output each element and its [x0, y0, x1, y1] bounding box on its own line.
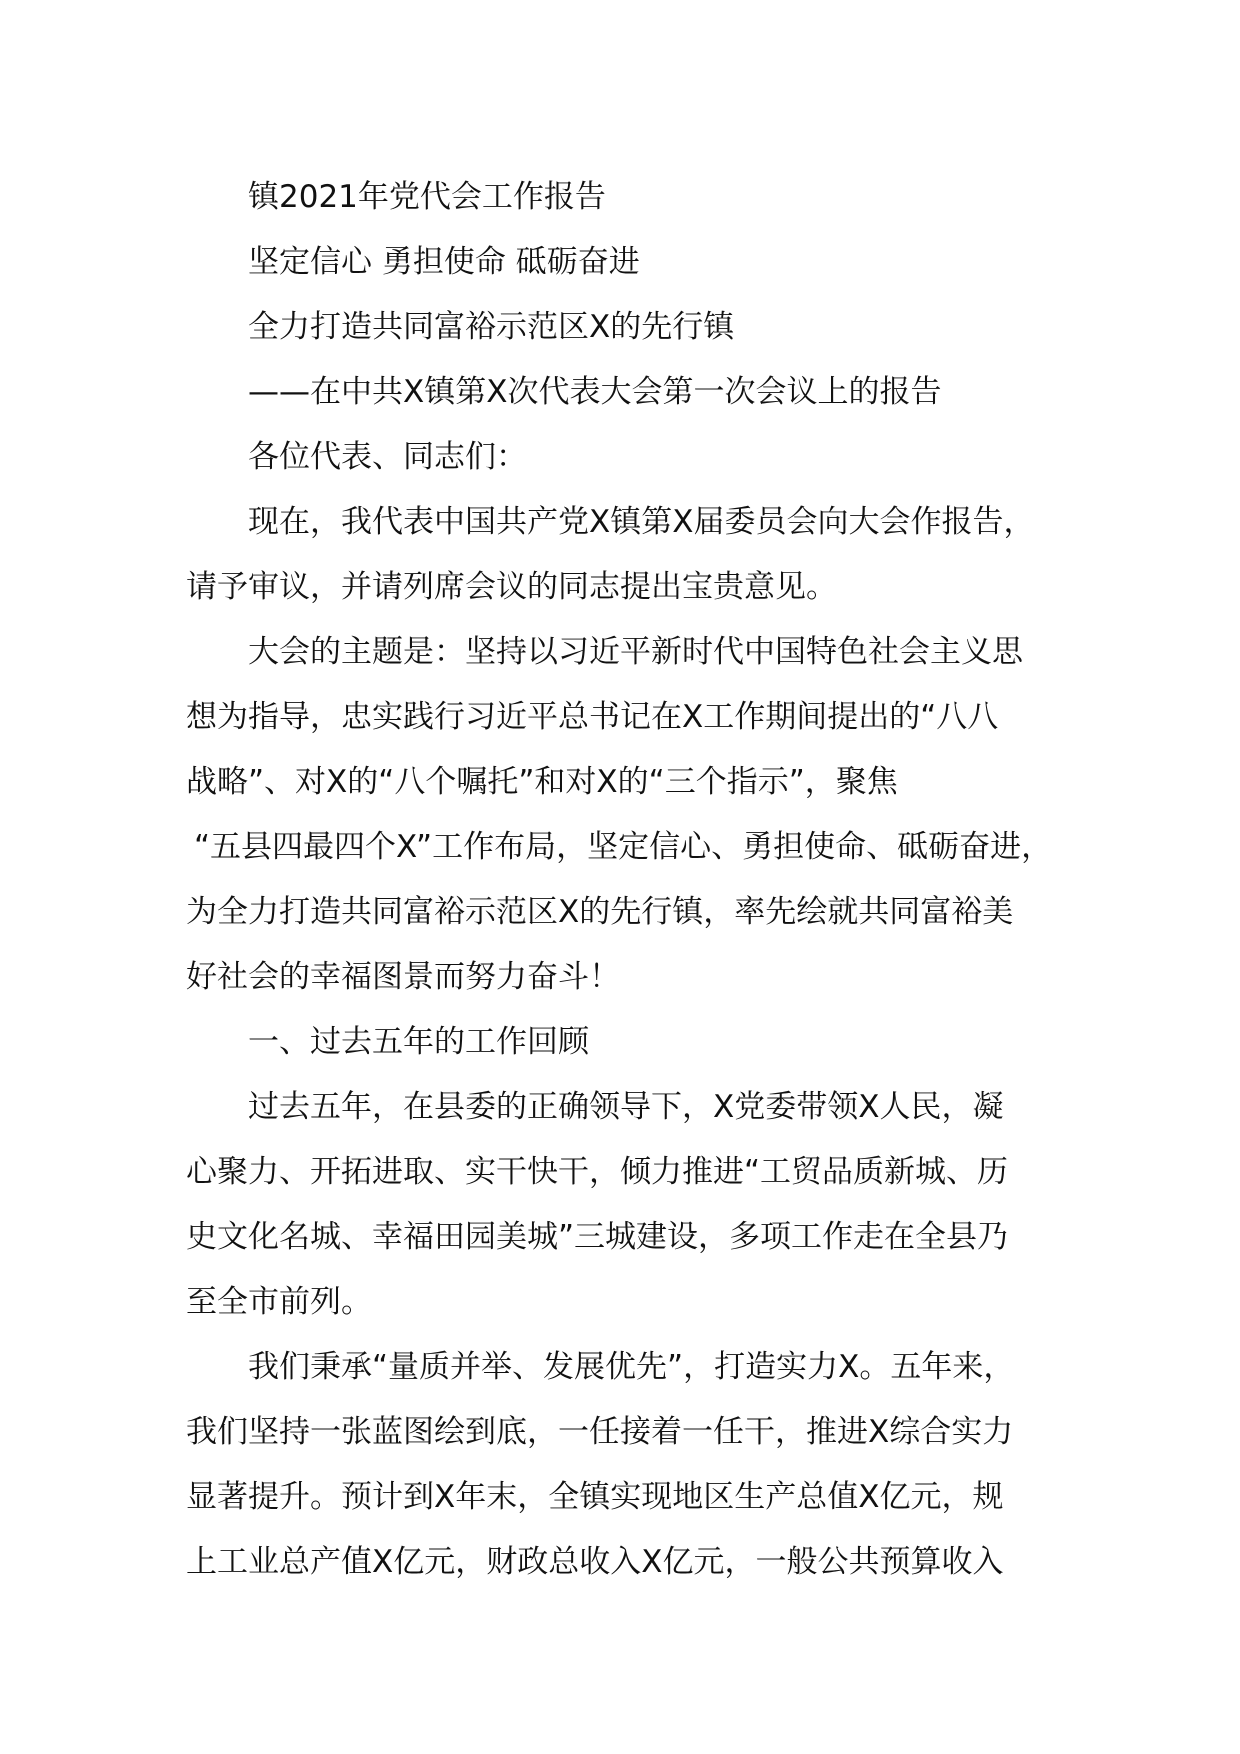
- paragraph-line: 我们秉承“量质并举、发展优先”，打造实力X。五年来，: [248, 1349, 1015, 1385]
- salutation-line: 各位代表、同志们：: [248, 439, 527, 475]
- paragraph-line: 战略”、对X的“八个嘱托”和对X的“三个指示”，聚焦: [186, 764, 898, 800]
- paragraph-line: 我们坚持一张蓝图绘到底，一任接着一任干，推进X综合实力: [186, 1414, 1014, 1450]
- paragraph-line: 显著提升。预计到X年末，全镇实现地区生产总值X亿元，规: [186, 1479, 1004, 1515]
- report-body: [186, 165, 1086, 1595]
- section-heading: 一、过去五年的工作回顾: [248, 1024, 589, 1060]
- paragraph-line: 现在，我代表中国共产党X镇第X届委员会向大会作报告，: [248, 504, 1035, 540]
- paragraph-line: 史文化名城、幸福田园美城”三城建设，多项工作走在全县乃: [186, 1219, 1009, 1255]
- paragraph-line: 为全力打造共同富裕示范区X的先行镇，率先绘就共同富裕美: [186, 894, 1014, 930]
- paragraph-line: 上工业总产值X亿元，财政总收入X亿元，一般公共预算收入: [186, 1544, 1004, 1580]
- paragraph-line: 想为指导，忠实践行习近平总书记在X工作期间提出的“八八: [186, 699, 999, 735]
- paragraph-line: 好社会的幸福图景而努力奋斗！: [186, 959, 620, 995]
- report-title-line: 镇2021年党代会工作报告: [248, 179, 606, 215]
- paragraph-line: 至全市前列。: [186, 1284, 372, 1320]
- subtitle-line: 全力打造共同富裕示范区X的先行镇: [248, 309, 735, 345]
- meeting-line: ——在中共X镇第X次代表大会第一次会议上的报告: [248, 374, 942, 410]
- paragraph-line: 心聚力、开拓进取、实干快干，倾力推进“工贸品质新城、历: [186, 1154, 1009, 1190]
- paragraph-line: “五县四最四个X”工作布局，坚定信心、勇担使命、砥砺奋进，: [194, 829, 1053, 865]
- paragraph-line: 请予审议，并请列席会议的同志提出宝贵意见。: [186, 569, 837, 605]
- paragraph-line: 过去五年，在县委的正确领导下，X党委带领X人民，凝: [248, 1089, 1004, 1125]
- paragraph-line: 大会的主题是：坚持以习近平新时代中国特色社会主义思: [248, 634, 1023, 670]
- slogan-line: 坚定信心 勇担使命 砥砺奋进: [248, 244, 640, 280]
